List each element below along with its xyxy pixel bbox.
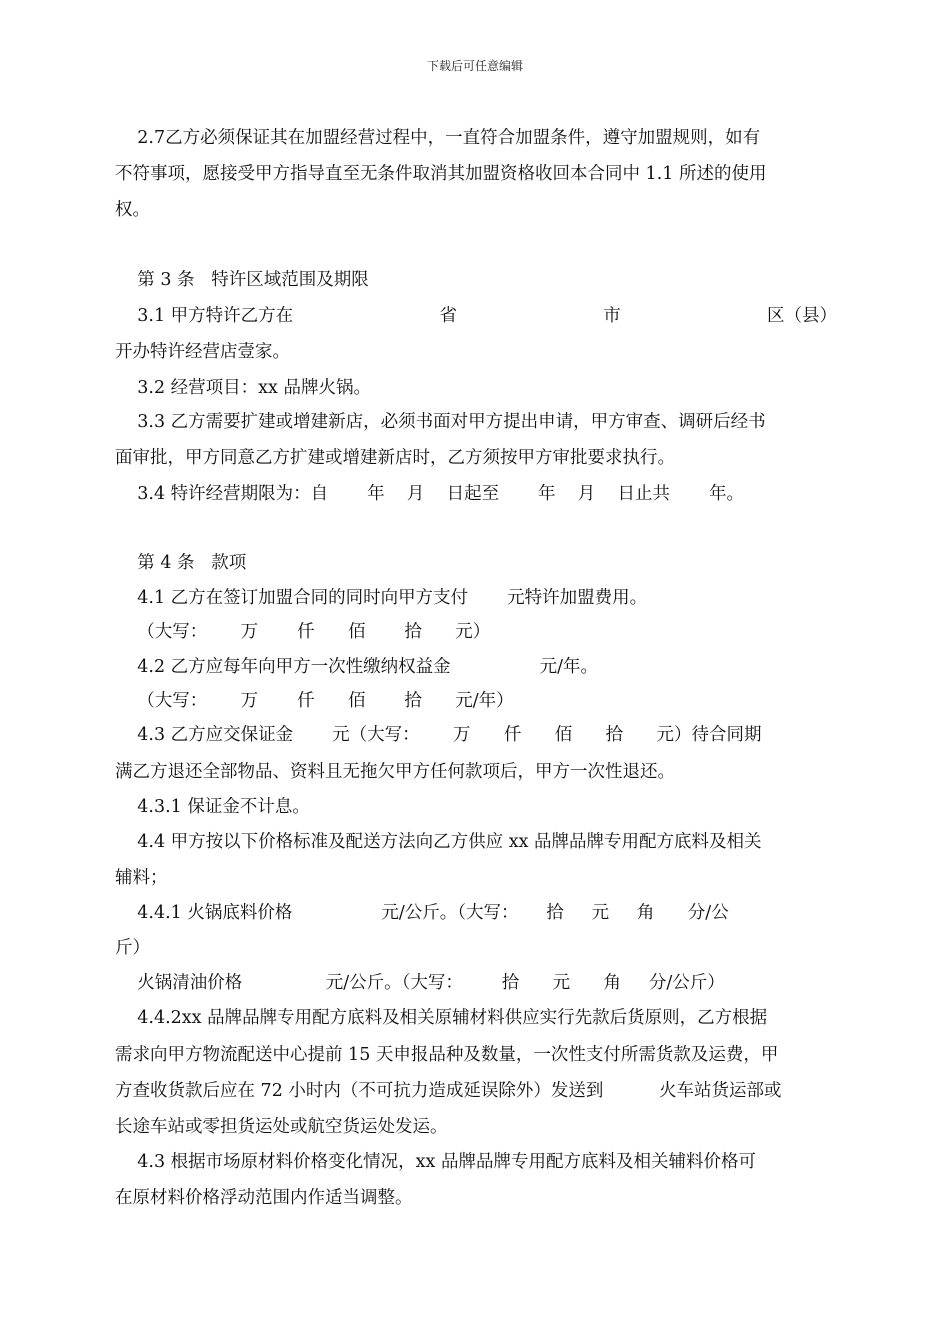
article-3-heading: 第 3 条 特许区域范围及期限 [115,270,369,290]
clause-4-4-2-line-4: 长途车站或零担货运处或航空货运处发运。 [115,1117,448,1137]
clause-2-7-line-1: 2.7乙方必须保证其在加盟经营过程中，一直符合加盟条件，遵守加盟规则，如有 [115,128,761,148]
clause-4-1-amount-words: （大写： 万 仟 佰 拾 元） [115,622,491,642]
clause-4-1: 4.1 乙方在签订加盟合同的同时向甲方支付 元特许加盟费用。 [115,588,648,608]
clause-4-3-line-2: 满乙方退还全部物品、资料且无拖欠甲方任何款项后，甲方一次性退还。 [115,762,675,782]
clause-4-4-1-oil-price: 火锅清油价格 元/公斤。（大写： 拾 元 角 分/公斤） [115,973,725,993]
clause-4-3-line-1: 4.3 乙方应交保证金 元（大写： 万 仟 佰 拾 元）待合同期 [115,725,762,745]
clause-4-4-line-2: 辅料； [115,868,168,888]
clause-4-4-2-line-3: 方查收货款后应在 72 小时内（不可抗力造成延误除外）发送到 火车站货运部或 [115,1081,782,1101]
clause-4-2-amount-words: （大写： 万 仟 佰 拾 元/年） [115,691,514,711]
clause-4-3-price-adjust-line-2: 在原材料价格浮动范围内作适当调整。 [115,1188,413,1208]
clause-2-7-line-2: 不符事项，愿接受甲方指导直至无条件取消其加盟资格收回本合同中 1.1 所述的使用 [115,164,767,184]
clause-3-1-part-d: 区（县） [767,306,837,326]
article-4-heading: 第 4 条 款项 [115,553,247,573]
clause-4-2: 4.2 乙方应每年向甲方一次性缴纳权益金 元/年。 [115,657,599,677]
clause-3-1-part-c: 市 [603,306,621,326]
clause-4-4-1-line-2: 斤） [115,938,150,958]
clause-4-4-line-1: 4.4 甲方按以下价格标准及配送方法向乙方供应 xx 品牌品牌专用配方底料及相关 [115,832,762,852]
clause-2-7-line-3: 权。 [115,200,150,220]
clause-3-4: 3.4 特许经营期限为：自 年 月 日起至 年 月 日止共 年。 [115,484,744,504]
clause-4-3-1: 4.3.1 保证金不计息。 [115,797,310,817]
page-header-note: 下载后可任意编辑 [426,59,523,73]
clause-4-4-1-line-1: 4.4.1 火锅底料价格 元/公斤。（大写： 拾 元 角 分/公 [115,903,729,923]
clause-3-3-line-1: 3.3 乙方需要扩建或增建新店，必须书面对甲方提出申请，甲方审查、调研后经书 [115,412,766,432]
clause-4-4-2-line-1: 4.4.2xx 品牌品牌专用配方底料及相关原辅材料供应实行先款后货原则，乙方根据 [115,1008,768,1028]
clause-3-1-line-2: 开办特许经营店壹家。 [115,342,290,362]
clause-3-1-line-1 [115,304,837,328]
clause-3-3-line-2: 面审批，甲方同意乙方扩建或增建新店时，乙方须按甲方审批要求执行。 [115,448,675,468]
clause-3-2: 3.2 经营项目：xx 品牌火锅。 [115,378,371,398]
clause-3-1-part-a: 3.1 甲方特许乙方在 [115,306,294,326]
clause-4-3-price-adjust-line-1: 4.3 根据市场原材料价格变化情况，xx 品牌品牌专用配方底料及相关辅料价格可 [115,1152,756,1172]
clause-4-4-2-line-2: 需求向甲方物流配送中心提前 15 天申报品种及数量，一次性支付所需货款及运费，甲 [115,1045,779,1065]
clause-3-1-part-b: 省 [439,306,457,326]
